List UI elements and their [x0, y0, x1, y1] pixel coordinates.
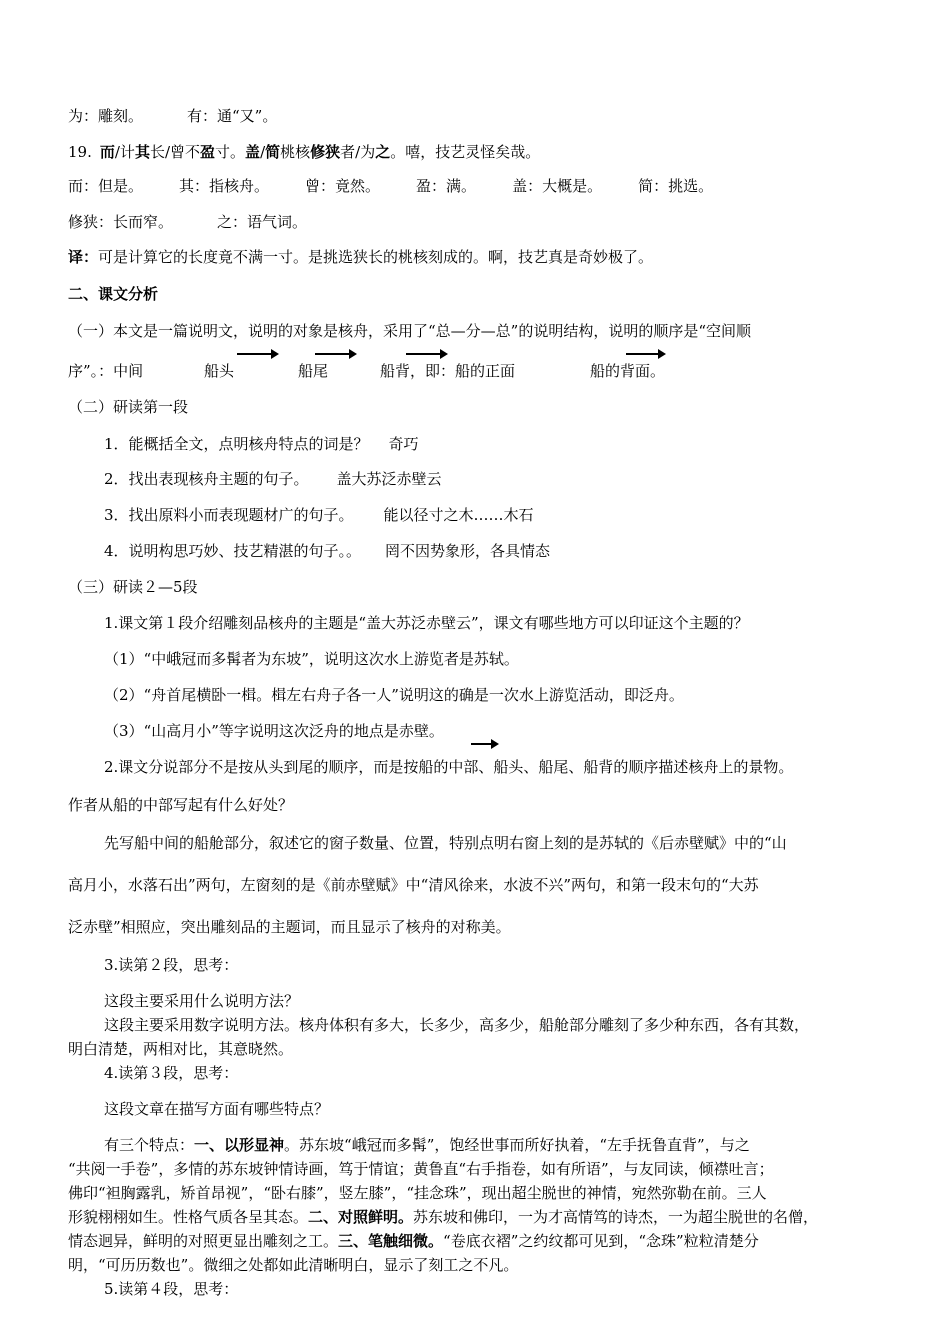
translation-line: 译：可是计算它的长度竟不满一寸。是挑选狭长的桃核刻成的。啊，技艺真是奇妙极了。: [68, 248, 654, 266]
feature-line-3: 佛印“袒胸露乳，矫首昂视”，“卧右膝”，竖左膝”，“挂念珠”，现出超尘脱世的神情，宛然弥勒在前。三人: [68, 1184, 767, 1202]
feature-line-6: 明，“可历历数也”。微细之处都如此清晰明白，显示了刻工之不凡。: [68, 1256, 519, 1274]
question-2: 2．找出表现核舟主题的句子。 盖大苏泛赤壁云: [104, 470, 442, 488]
section-heading: 二、课文分析: [68, 285, 159, 303]
answer-line-1: 先写船中间的船舱部分，叙述它的窗子数量、位置，特别点明右窗上刻的是苏轼的《后赤壁赋》中的“山: [104, 834, 787, 852]
method-question: 这段主要采用什么说明方法？: [104, 992, 300, 1010]
arrow-icon: [471, 743, 497, 745]
subsection-1: （二）研读第一段: [68, 398, 189, 416]
para-question-4: 4.读第３段，思考：: [104, 1064, 239, 1082]
subsection-2: （三）研读２—5段: [68, 578, 198, 596]
point-2: （2）“舟首尾横卧一楫。楫左右舟子各一人”说明这的确是一次水上游览活动，即泛舟。: [104, 686, 684, 704]
feature-line-1: 有三个特点：一、以形显神。苏东坡“峨冠而多髯”，饱经世事而所好执着，“左手抚鲁直背”，与之: [104, 1136, 750, 1154]
para-question-2: 2.课文分说部分不是按从头到尾的顺序，而是按船的中部、船头、船尾、船背的顺序描述核舟上的景物。: [104, 758, 794, 776]
question-line: 作者从船的中部写起有什么好处？: [68, 796, 294, 814]
question-1: 1．能概括全文，点明核舟特点的词是？ 奇巧: [104, 435, 419, 453]
structure-line: （一）本文是一篇说明文，说明的对象是核舟，采用了“总—分—总”的说明结构，说明的顺序是“空间顺: [68, 322, 752, 340]
answer-line-3: 泛赤壁”相照应，突出雕刻品的主题词，而且显示了核舟的对称美。: [68, 918, 511, 936]
arrow-icon: [237, 353, 277, 355]
arrow-icon: [406, 353, 446, 355]
point-1: （1）“中峨冠而多髯者为东坡”，说明这次水上游览者是苏轼。: [104, 650, 519, 668]
para-question-1: 1.课文第１段介绍雕刻品核舟的主题是“盖大苏泛赤壁云”，课文有哪些地方可以印证这个主题的？: [104, 614, 749, 632]
note-line-4: 修狭：长而窄。 之：语气词。: [68, 213, 308, 231]
feature-line-4: 形貌栩栩如生。性格气质各呈其态。二、对照鲜明。苏东坡和佛印，一为才高情笃的诗杰，一为超尘脱世的名僧，: [68, 1208, 819, 1226]
arrow-icon: [315, 353, 355, 355]
method-answer-1: 这段主要采用数字说明方法。核舟体积有多大，长多少，高多少，船舱部分雕刻了多少种东西，各有其数，: [104, 1016, 810, 1034]
answer-line-2: 高月小，水落石出”两句，左窗刻的是《前赤壁赋》中“清风徐来，水波不兴”两句，和第一段末句的“大苏: [68, 876, 759, 894]
question-3: 3．找出原料小而表现题材广的句子。 能以径寸之木……木石: [104, 506, 534, 524]
question-4: 4．说明构思巧妙、技艺精湛的句子。。 罔不因势象形，各具情态: [104, 542, 551, 560]
feature-line-2: “共阅一手卷”，多情的苏东坡钟情诗画，笃于情谊；黄鲁直“右手指卷，如有所语”，与友同读，倾襟吐言；: [68, 1160, 774, 1178]
arrow-icon: [626, 353, 664, 355]
feature-line-5: 情态迥异，鲜明的对照更显出雕刻之工。三、笔触细微。“卷底衣褶”之约纹都可见到，“念珠”粒粒清楚分: [68, 1232, 759, 1250]
point-3: （3）“山高月小”等字说明这次泛舟的地点是赤壁。: [104, 722, 444, 740]
para-question-5: 5.读第４段，思考：: [104, 1280, 239, 1298]
para-question-3: 3.读第２段，思考：: [104, 956, 239, 974]
feature-question: 这段文章在描写方面有哪些特点？: [104, 1100, 330, 1118]
sentence-19: 19. 而/计其长/曾不盈寸。盖/简桃核修狭者/为之。嘻，技艺灵怪矣哉。: [68, 143, 541, 161]
method-answer-2: 明白清楚，两相对比，其意晓然。: [68, 1040, 294, 1058]
note-line-1: 为：雕刻。 有：通“又”。: [68, 107, 278, 125]
note-line-3: 而：但是。 其：指核舟。 曾：竟然。 盈：满。 盖：大概是。 简：挑选。: [68, 177, 714, 195]
